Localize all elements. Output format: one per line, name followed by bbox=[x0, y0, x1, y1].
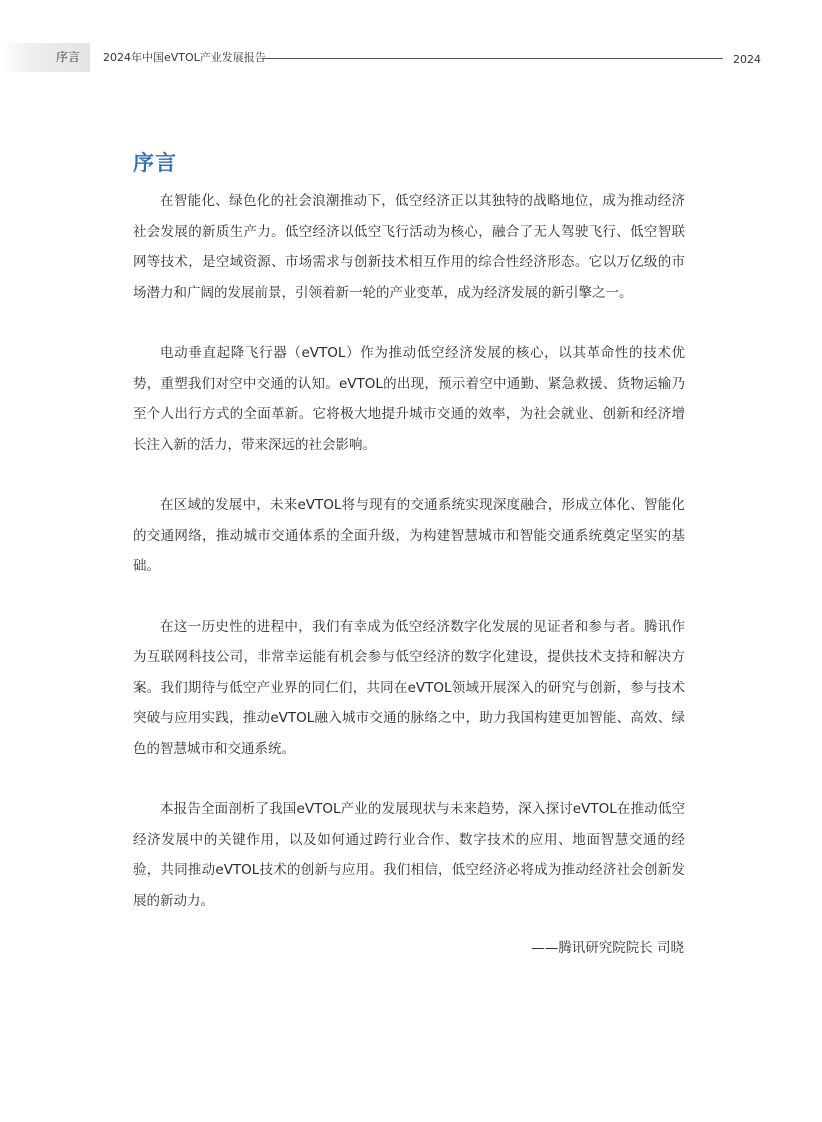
signature: ——腾讯研究院院长 司晓 bbox=[531, 940, 684, 956]
paragraph-1: 在智能化、绿色化的社会浪潮推动下，低空经济正以其独特的战略地位，成为推动经济社会发展的新质生产力。低空经济以低空飞行活动为核心，融合了无人驾驶飞行、低空智联网等技术，是空域资源、市场需求与创新技术相互作用的综合性经济形态。它以万亿级的市场潜力和广阔的发展前景，引领着新一轮的产业变革，成为经济发展的新引擎之一。 bbox=[133, 193, 685, 301]
header-year: 2024 bbox=[733, 53, 761, 66]
paragraph-2: 电动垂直起降飞行器（eVTOL）作为推动低空经济发展的核心，以其革命性的技术优势，重塑我们对空中交通的认知。eVTOL的出现，预示着空中通勤、紧急救援、货物运输乃至个人出行方式的全面革新。它将极大地提升城市交通的效率，为社会就业、创新和经济增长注入新的活力，带来深远的社会影响。 bbox=[133, 345, 685, 453]
paragraph-5: 本报告全面剖析了我国eVTOL产业的发展现状与未来趋势，深入探讨eVTOL在推动低空经济发展中的关键作用，以及如何通过跨行业合作、数字技术的应用、地面智慧交通的经验，共同推动eVTOL技术的创新与应用。我们相信，低空经济必将成为推动经济社会创新发展的新动力。 bbox=[133, 801, 685, 909]
header-section-tab bbox=[0, 43, 90, 72]
report-title: 2024年中国eVTOL产业发展报告 bbox=[103, 51, 266, 64]
paragraph-3: 在区域的发展中，未来eVTOL将与现有的交通系统实现深度融合，形成立体化、智能化的交通网络，推动城市交通体系的全面升级，为构建智慧城市和智能交通系统奠定坚实的基础。 bbox=[133, 497, 685, 574]
preface-body bbox=[133, 186, 685, 946]
header-tab-label: 序言 bbox=[55, 50, 80, 64]
page-title: 序言 bbox=[133, 151, 177, 175]
paragraph-4: 在这一历史性的进程中，我们有幸成为低空经济数字化发展的见证者和参与者。腾讯作为互联网科技公司，非常幸运能有机会参与低空经济的数字化建设，提供技术支持和解决方案。我们期待与低空产业界的同仁们，共同在eVTOL领域开展深入的研究与创新，参与技术突破与应用实践，推动eVTOL融入城市交通的脉络之中，助力我国构建更加智能、高效、绿色的智慧城市和交通系统。 bbox=[133, 618, 685, 757]
header-divider bbox=[262, 58, 723, 59]
